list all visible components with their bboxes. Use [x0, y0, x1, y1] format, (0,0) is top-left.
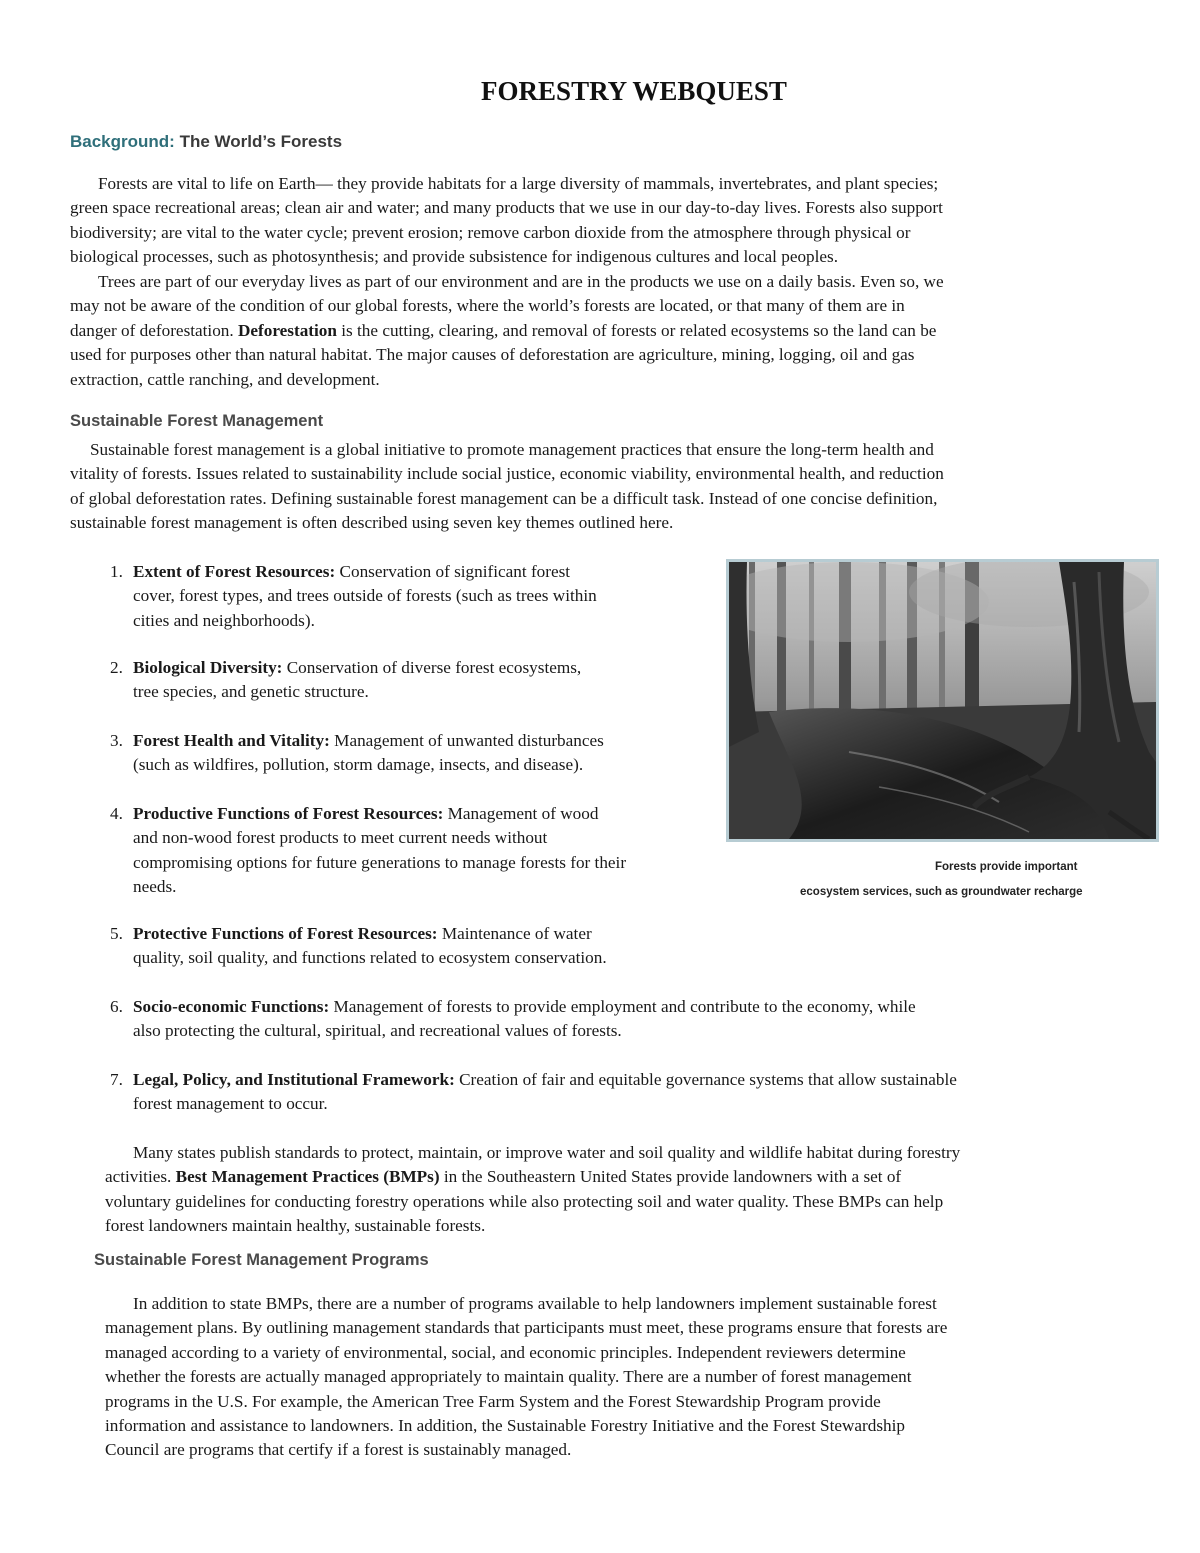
text-line: whether the forests are actually managed appropriately to maintain quality. There are a number of forest management [105, 1367, 912, 1387]
text-line [110, 802, 626, 826]
list-number: 7. [110, 1070, 123, 1089]
text-line: biodiversity; are vital to the water cycle; prevent erosion; remove carbon dioxide from the atmosphere through physical or [70, 222, 911, 242]
text-span: Creation of fair and equitable governance systems that allow sustainable [454, 1070, 957, 1089]
text-line: compromising options for future generations to manage forests for their [133, 852, 627, 872]
text-span: activities. [105, 1167, 176, 1187]
bmp-line [105, 1165, 1145, 1189]
text-line: green space recreational areas; clean air and water; and many products that we use in our day-to-day lives. Forests also support [70, 198, 943, 218]
list-item [110, 729, 604, 778]
text-line: extraction, cattle ranching, and development. [70, 369, 380, 389]
text-span: Conservation of diverse forest ecosystems, [282, 658, 582, 677]
background-label: Background: [70, 132, 175, 151]
text-line: cover, forest types, and trees outside of forests (such as trees within [133, 586, 597, 606]
theme-title: Extent of Forest Resources: [133, 562, 336, 581]
text-line [110, 1068, 957, 1092]
text-line: and non-wood forest products to meet current needs without [133, 828, 548, 848]
text-line: managed according to a variety of environmental, social, and economic principles. Independent reviewers determine [105, 1342, 906, 1362]
text-line: Trees are part of our everyday lives as part of our environment and are in the products we use on a daily basis. Even so, we [98, 272, 944, 291]
text-line: Sustainable forest management is a global initiative to promote management practices that ensure the long-term health and [90, 440, 934, 459]
trees-paragraph [70, 270, 1130, 392]
list-item [110, 922, 607, 971]
deforestation-term: Deforestation [238, 320, 337, 340]
list-number: 5. [110, 924, 123, 943]
text-line: Forests are vital to life on Earth— they provide habitats for a large diversity of mammals, invertebrates, and plant species; [98, 174, 939, 193]
theme-title: Productive Functions of Forest Resources: [133, 804, 444, 823]
theme-title: Biological Diversity: [133, 658, 283, 677]
text-span: in the Southeastern United States provide landowners with a set of [439, 1167, 902, 1187]
text-line [110, 729, 604, 753]
text-line: sustainable forest management is often described using seven key themes outlined here. [70, 513, 674, 533]
text-span: Maintenance of water [437, 924, 592, 943]
theme-title: Forest Health and Vitality: [133, 731, 330, 750]
text-span: Management of forests to provide employment and contribute to the economy, while [329, 997, 916, 1016]
text-line: programs in the U.S. For example, the American Tree Farm System and the Forest Stewardship Program provide [105, 1391, 881, 1411]
text-line: forest landowners maintain healthy, sustainable forests. [105, 1216, 486, 1236]
text-line: Many states publish standards to protect, maintain, or improve water and soil quality and wildlife habitat during forestry [133, 1143, 961, 1162]
text-span: Conservation of significant forest [335, 562, 571, 581]
background-title: The World’s Forests [179, 132, 343, 151]
theme-title: Legal, Policy, and Institutional Framework: [133, 1070, 455, 1089]
text-line: vitality of forests. Issues related to sustainability include social justice, economic viability, environmental health, and reduction [70, 464, 944, 484]
text-line: voluntary guidelines for conducting forestry operations while also protecting soil and water quality. These BMPs can help [105, 1191, 944, 1211]
text-line: of global deforestation rates. Defining sustainable forest management can be a difficult task. Instead of one concise definition, [70, 488, 938, 508]
text-span: Management of wood [443, 804, 599, 823]
programs-heading: Sustainable Forest Management Programs [94, 1251, 429, 1269]
bmp-term: Best Management Practices (BMPs) [175, 1167, 440, 1187]
list-item [110, 560, 597, 633]
list-item [110, 656, 581, 705]
text-line: In addition to state BMPs, there are a number of programs available to help landowners implement sustainable forest [133, 1294, 937, 1313]
programs-paragraph [105, 1292, 1145, 1463]
list-item [110, 802, 626, 900]
deforestation-line [70, 319, 1130, 343]
text-line: tree species, and genetic structure. [133, 682, 369, 702]
sfm-heading: Sustainable Forest Management [70, 412, 324, 430]
text-line: also protecting the cultural, spiritual, and recreational values of forests. [133, 1021, 622, 1041]
text-line [110, 995, 916, 1019]
forest-illustration [729, 562, 1156, 839]
text-span: Management of unwanted disturbances [329, 731, 604, 750]
bmp-paragraph [105, 1141, 1145, 1239]
theme-title: Socio-economic Functions: [133, 997, 330, 1016]
list-number: 6. [110, 997, 123, 1016]
text-line: may not be aware of the condition of our global forests, where the world’s forests are located, or that many of them are in [70, 296, 905, 316]
text-line: management plans. By outlining management standards that participants must meet, these programs ensure that forests are [105, 1318, 948, 1338]
list-item [110, 1068, 957, 1117]
sfm-paragraph [70, 438, 1130, 536]
text-line [110, 656, 581, 680]
theme-title: Protective Functions of Forest Resources: [133, 924, 438, 943]
text-line: cities and neighborhoods). [133, 610, 315, 630]
text-line: (such as wildfires, pollution, storm damage, insects, and disease). [133, 755, 584, 775]
page-title: FORESTRY WEBQUEST [481, 76, 787, 106]
text-line: used for purposes other than natural habitat. The major causes of deforestation are agriculture, mining, logging, oil and gas [70, 345, 915, 365]
list-number: 1. [110, 562, 123, 581]
forest-photo [726, 559, 1159, 842]
background-heading [70, 132, 342, 152]
text-line: information and assistance to landowners. In addition, the Sustainable Forestry Initiative and the Forest Stewardship [105, 1416, 906, 1436]
text-line: forest management to occur. [133, 1094, 328, 1114]
list-number: 2. [110, 658, 123, 677]
text-span: danger of deforestation. [70, 320, 238, 340]
photo-caption-line: Forests provide important [935, 861, 1078, 873]
text-line: quality, soil quality, and functions related to ecosystem conservation. [133, 948, 607, 968]
text-line: Council are programs that certify if a forest is sustainably managed. [105, 1440, 572, 1460]
photo-caption-line: ecosystem services, such as groundwater recharge [800, 886, 1083, 898]
text-line: biological processes, such as photosynthesis; and provide subsistence for indigenous cultures and local peoples. [70, 247, 839, 267]
list-number: 4. [110, 804, 123, 823]
text-line [110, 922, 607, 946]
text-line: needs. [133, 877, 177, 897]
intro-paragraph [70, 172, 1130, 270]
list-number: 3. [110, 731, 123, 750]
text-line [110, 560, 597, 584]
list-item [110, 995, 916, 1044]
text-span: is the cutting, clearing, and removal of forests or related ecosystems so the land can be [336, 320, 937, 340]
